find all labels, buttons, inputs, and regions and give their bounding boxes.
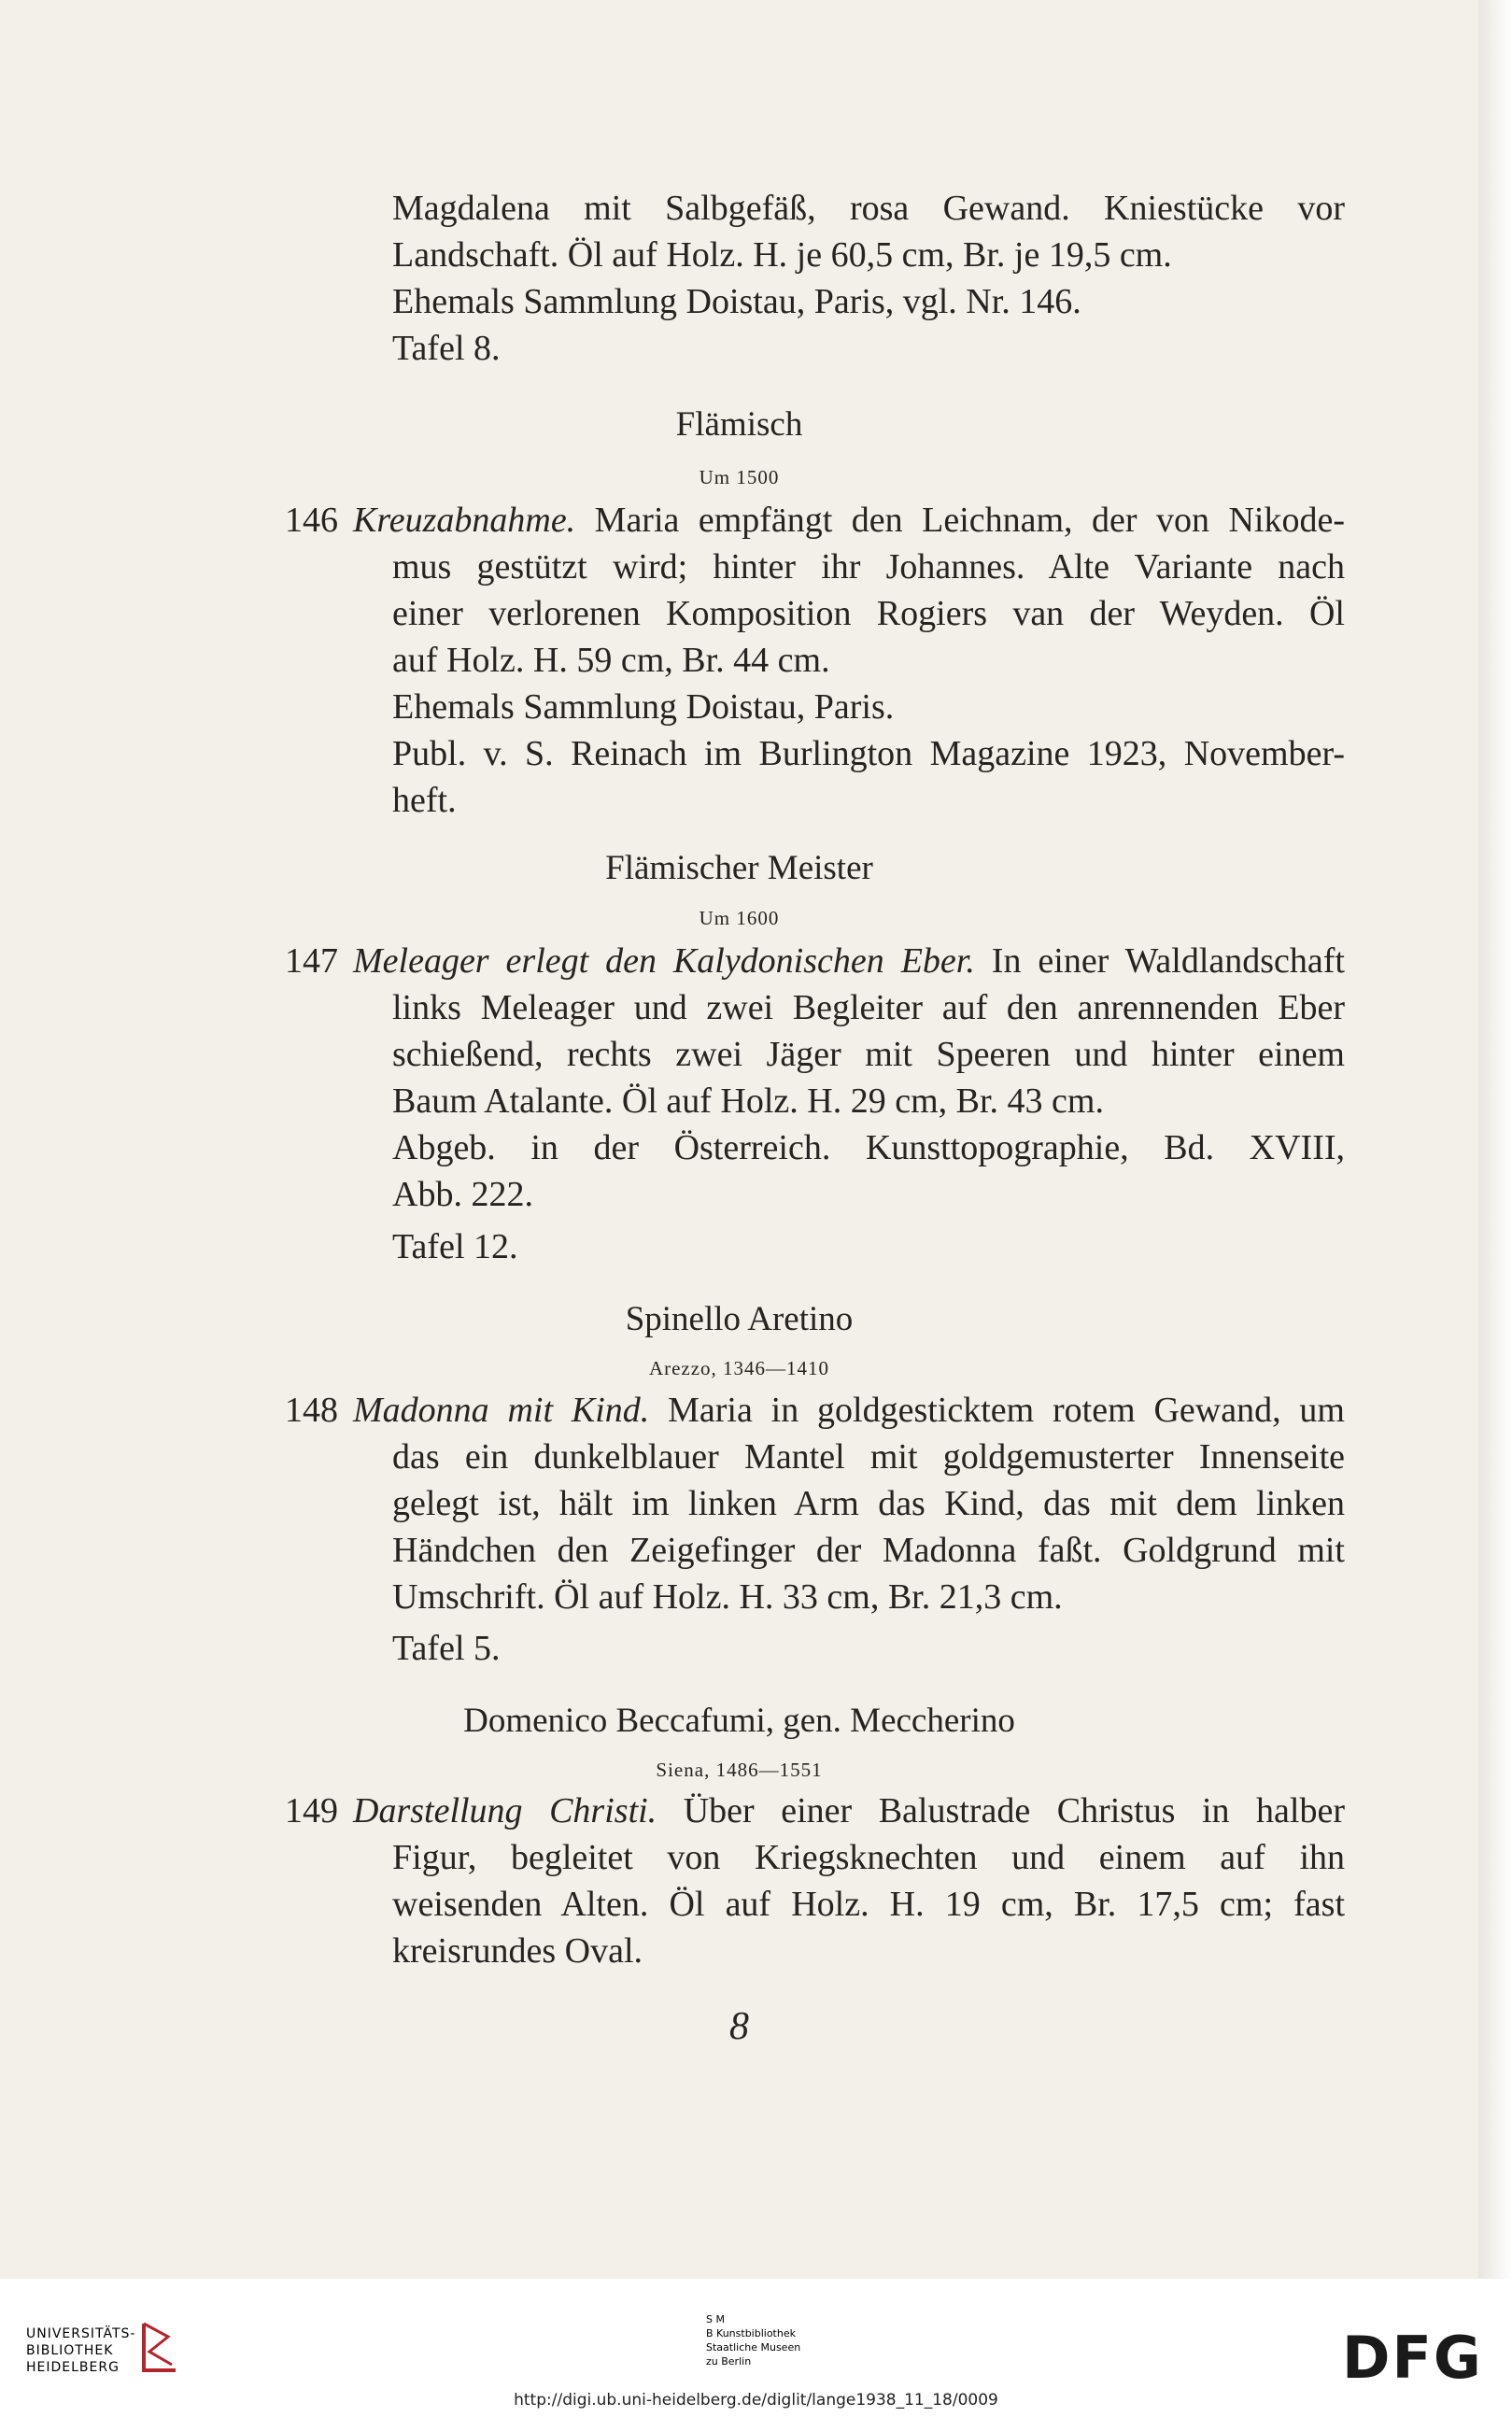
section-heading: Domenico Beccafumi, gen. Meccherino bbox=[463, 1702, 1015, 1740]
page-edge bbox=[1478, 0, 1512, 2279]
entry-line: Tafel 12. bbox=[392, 1227, 518, 1266]
entry-number: 149 bbox=[285, 1791, 338, 1830]
entry-line: Tafel 5. bbox=[392, 1629, 501, 1668]
entry-line: Ehemals Sammlung Doistau, Paris. bbox=[392, 687, 895, 727]
entry-first-line bbox=[353, 1387, 1345, 1434]
entry-first-line bbox=[353, 497, 1345, 544]
entry-line: schießend, rechts zwei Jäger mit Speeren und hinter einem bbox=[392, 1035, 1345, 1074]
entry-first-line-text: Über einer Balustrade Christus in halber bbox=[657, 1791, 1345, 1830]
entry-line: links Meleager und zwei Begleiter auf den anrennenden Eber bbox=[392, 988, 1345, 1027]
entry-line: auf Holz. H. 59 cm, Br. 44 cm. bbox=[392, 641, 830, 680]
entry-number: 146 bbox=[285, 501, 338, 540]
entry-line: Umschrift. Öl auf Holz. H. 33 cm, Br. 21,3 cm. bbox=[392, 1577, 1063, 1617]
section-subheading: Arezzo, 1346—1410 bbox=[648, 1357, 830, 1379]
entry-first-line-text: Maria empfängt den Leichnam, der von Nikode- bbox=[575, 501, 1345, 540]
entry-line: heft. bbox=[392, 781, 457, 820]
university-logo-icon bbox=[140, 2318, 179, 2376]
smb-line: zu Berlin bbox=[706, 2355, 752, 2368]
top-entry-line-3: Ehemals Sammlung Doistau, Paris, vgl. Nr. 146. bbox=[392, 282, 1081, 321]
section-subheading: Um 1500 bbox=[699, 466, 780, 488]
entry-line: weisenden Alten. Öl auf Holz. H. 19 cm, Br. 17,5 cm; fast bbox=[392, 1885, 1345, 1924]
entry-line: kreisrundes Oval. bbox=[392, 1931, 643, 1971]
entry-title: Meleager erlegt den Kalydonischen Eber. bbox=[353, 941, 975, 981]
entry-line: Publ. v. S. Reinach im Burlington Magazine 1923, November- bbox=[392, 734, 1345, 773]
top-entry-line-1: Magdalena mit Salbgefäß, rosa Gewand. Kniestücke vor bbox=[392, 189, 1345, 228]
section-subheading: Siena, 1486—1551 bbox=[656, 1759, 823, 1781]
university-library-name bbox=[26, 2325, 135, 2376]
entry-line: Händchen den Zeigefinger der Madonna faßt. Goldgrund mit bbox=[392, 1531, 1345, 1570]
page-number: 8 bbox=[729, 2005, 749, 2048]
section-subheading: Um 1600 bbox=[699, 907, 780, 929]
entry-line: Figur, begleitet von Kriegsknechten und einem auf ihn bbox=[392, 1838, 1345, 1877]
entry-number: 148 bbox=[285, 1391, 338, 1430]
entry-line: mus gestützt wird; hinter ihr Johannes. Alte Variante nach bbox=[392, 547, 1345, 587]
entry-first-line bbox=[353, 938, 1345, 984]
entry-line: einer verlorenen Komposition Rogiers van der Weyden. Öl bbox=[392, 594, 1345, 633]
entry-first-line-text: In einer Waldlandschaft bbox=[974, 941, 1345, 981]
section-heading: Flämischer Meister bbox=[605, 849, 873, 887]
top-entry-line-4: Tafel 8. bbox=[392, 329, 501, 368]
entry-line: Abb. 222. bbox=[392, 1175, 533, 1214]
entry-number: 147 bbox=[285, 941, 338, 981]
smb-library-label bbox=[706, 2312, 800, 2368]
entry-title: Madonna mit Kind. bbox=[353, 1391, 650, 1430]
section-heading: Spinello Aretino bbox=[625, 1300, 854, 1338]
entry-line: das ein dunkelblauer Mantel mit goldgemusterter Innenseite bbox=[392, 1437, 1345, 1477]
entry-title: Kreuzabnahme. bbox=[353, 501, 576, 540]
entry-line: Abgeb. in der Österreich. Kunsttopographie, Bd. XVIII, bbox=[392, 1128, 1345, 1167]
top-entry-line-2: Landschaft. Öl auf Holz. H. je 60,5 cm, Br. je 19,5 cm. bbox=[392, 235, 1172, 275]
section-heading: Flämisch bbox=[675, 405, 803, 444]
entry-line: Baum Atalante. Öl auf Holz. H. 29 cm, Br. 43 cm. bbox=[392, 1081, 1104, 1121]
permalink-url[interactable]: http://digi.ub.uni-heidelberg.de/diglit/lange1938_11_18/0009 bbox=[514, 2391, 998, 2410]
smb-line: B Kunstbibliothek bbox=[706, 2327, 796, 2339]
entry-title: Darstellung Christi. bbox=[353, 1791, 657, 1830]
smb-line: Staatliche Museen bbox=[706, 2341, 801, 2353]
university-line: HEIDELBERG bbox=[26, 2360, 120, 2375]
smb-line: S M bbox=[706, 2313, 725, 2325]
entry-first-line-text: Maria in goldgesticktem rotem Gewand, um bbox=[649, 1391, 1345, 1430]
entry-first-line bbox=[353, 1788, 1345, 1834]
university-line: BIBLIOTHEK bbox=[26, 2343, 114, 2358]
university-line: UNIVERSITÄTS- bbox=[26, 2326, 136, 2341]
dfg-logo: DFG bbox=[1342, 2324, 1483, 2392]
entry-line: gelegt ist, hält im linken Arm das Kind, das mit dem linken bbox=[392, 1484, 1345, 1523]
